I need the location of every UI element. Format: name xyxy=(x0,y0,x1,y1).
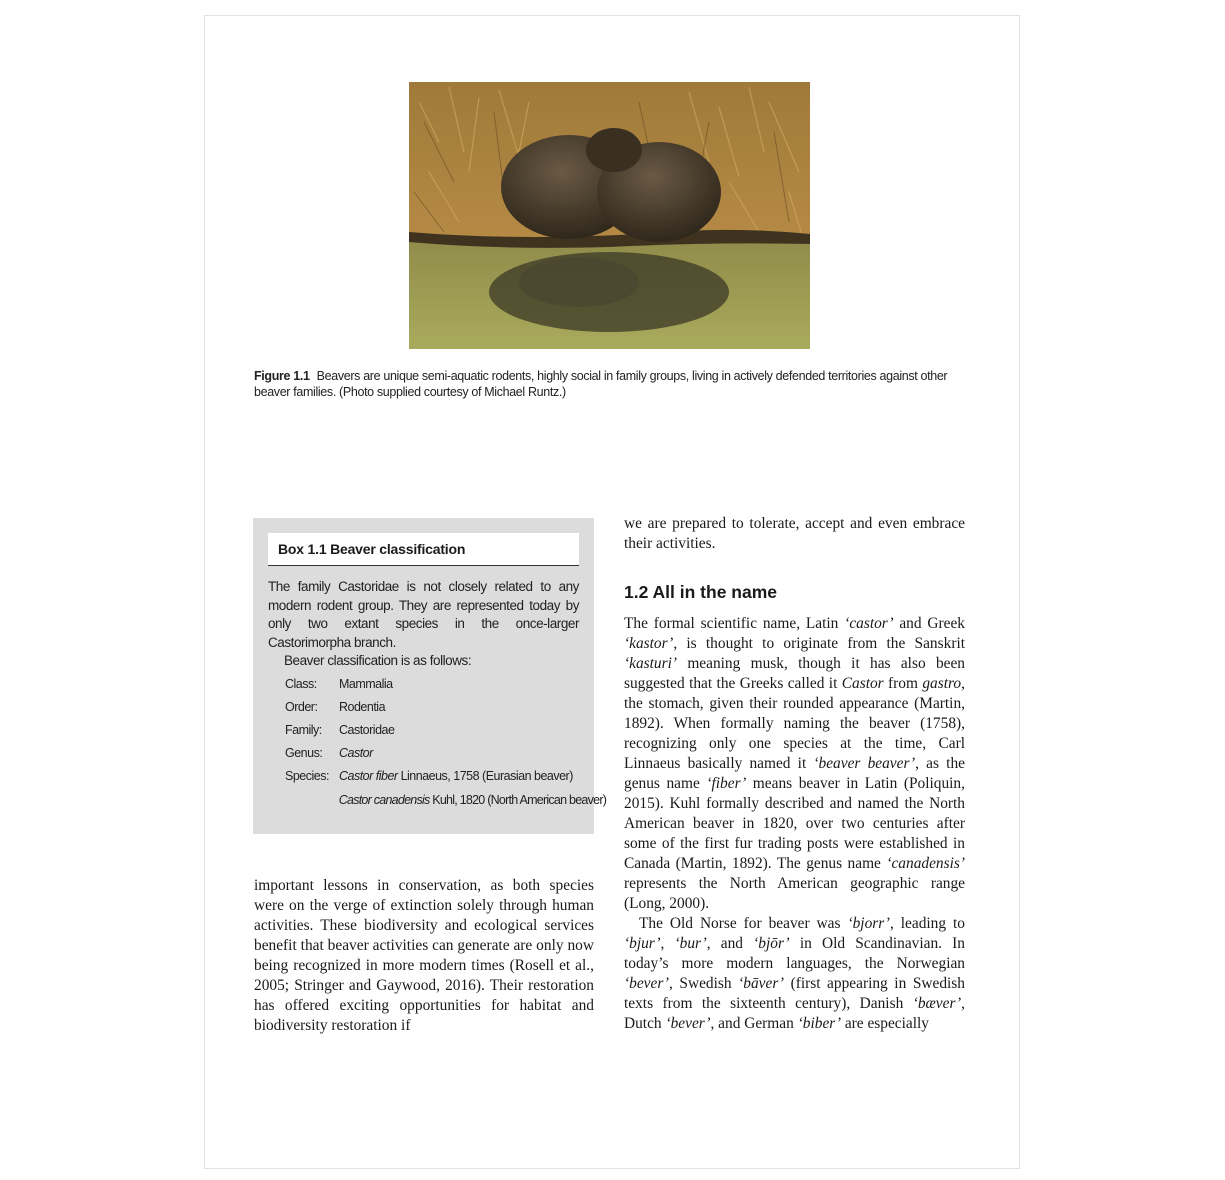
text-run: (first appearing in Swedish texts from the sixteenth century), Danish xyxy=(624,975,965,1012)
italic-term: ‘bever’ xyxy=(624,975,669,992)
classification-row xyxy=(285,677,393,691)
classification-row xyxy=(285,746,373,760)
text-run: , and German xyxy=(710,1015,798,1032)
figure-label: Figure 1.1 xyxy=(254,369,310,383)
text-run: , as the genus name xyxy=(624,755,965,792)
right-column-continuation xyxy=(624,514,965,554)
text-run: in Old Scandinavian. In today’s more modern languages, the Norwegian xyxy=(624,935,965,972)
text-run: , and xyxy=(706,935,754,952)
italic-term: ‘bjur’ xyxy=(624,935,661,952)
italic-term: ‘kasturi’ xyxy=(624,655,678,672)
classification-row xyxy=(285,700,385,714)
italic-term: ‘biber’ xyxy=(797,1015,841,1032)
beaver-photo-illustration xyxy=(409,82,810,349)
body-paragraph xyxy=(624,614,965,914)
italic-term: ‘castor’ xyxy=(844,615,894,632)
left-column-text xyxy=(254,876,594,1036)
classification-key: Family: xyxy=(285,723,322,737)
body-paragraph: we are prepared to tolerate, accept and even embrace their activities. xyxy=(624,515,965,552)
italic-term: ‘fiber’ xyxy=(706,775,747,792)
figure-caption xyxy=(254,368,964,400)
classification-key: Genus: xyxy=(285,746,323,760)
italic-term: ‘beaver beaver’ xyxy=(813,755,916,772)
box-title: Box 1.1 Beaver classification xyxy=(278,541,466,557)
classification-row xyxy=(285,793,606,807)
italic-term: ‘bur’ xyxy=(674,935,707,952)
classification-value: Castoridae xyxy=(338,723,395,737)
text-run: , leading to xyxy=(889,915,965,932)
box-body-text: The family Castoridae is not closely related to any modern rodent group. They are represented today by only two extant species in the once-larger Castorimorpha branch. xyxy=(268,579,579,650)
text-run: represents the North American geographic range (Long, 2000). xyxy=(624,875,965,912)
text-run: are especially xyxy=(840,1015,929,1032)
species-authority: Linnaeus, 1758 (Eurasian beaver) xyxy=(397,769,573,783)
text-run: , Swedish xyxy=(669,975,739,992)
body-paragraph xyxy=(624,914,965,1034)
section-heading: 1.2 All in the name xyxy=(624,582,778,602)
text-run: The formal scientific name, Latin xyxy=(624,615,845,632)
classification-value xyxy=(339,746,373,760)
genus-name-italic: Castor xyxy=(338,746,373,760)
classification-key: Species: xyxy=(285,769,329,783)
text-run: means beaver in Latin (Poliquin, 2015). Kuhl formally described and named the North American beaver in 1820, over two centuries after some of the first fur trading posts were established in Canada (Martin, 1892). The genus name xyxy=(624,775,965,872)
classification-key: Order: xyxy=(285,700,318,714)
classification-value xyxy=(339,793,606,807)
classification-key: Class: xyxy=(285,677,317,691)
species-name-italic: Castor fiber xyxy=(338,769,398,783)
classification-value xyxy=(339,769,573,783)
text-run: meaning musk, though it has also been suggested that the Greeks called it xyxy=(624,655,965,692)
figure-caption-text: Beavers are unique semi-aquatic rodents, highly social in family groups, living in actively defended territories against other beaver families. (Photo supplied courtesy of Michael Runtz.) xyxy=(254,369,948,399)
classification-row xyxy=(285,723,394,737)
classification-value: Mammalia xyxy=(338,677,393,691)
italic-term: gastro xyxy=(922,675,962,692)
italic-term: ‘bāver’ xyxy=(738,975,785,992)
classification-value: Rodentia xyxy=(338,700,386,714)
species-authority: Kuhl, 1820 (North American beaver) xyxy=(429,793,607,807)
classification-row xyxy=(285,769,573,783)
text-run: , xyxy=(660,935,675,952)
species-name-italic: Castor canadensis xyxy=(338,793,430,807)
text-run: , the stomach, given their rounded appearance (Martin, 1892). When formally naming the beaver (1758), recognizing only one species at the time, Carl Linnaeus basically named it xyxy=(624,675,965,772)
figure-photo-beavers xyxy=(409,82,810,349)
classification-box xyxy=(253,518,607,834)
text-run: , is thought to originate from the Sanskrit xyxy=(673,635,965,652)
body-paragraph: important lessons in conservation, as both species were on the verge of extinction solely through human activities. These biodiversity and ecological services benefit that beaver activities can generate are only now being recognized in more modern times (Rosell et al., 2005; Stringer and Gaywood, 2016). Their restoration has offered exciting opportunities for habitat and biodiversity restoration if xyxy=(254,877,594,1034)
text-run: , Dutch xyxy=(624,995,965,1032)
right-column-text xyxy=(624,614,965,1034)
box-intro-text: Beaver classification is as follows: xyxy=(284,653,472,668)
italic-term: ‘canadensis’ xyxy=(886,855,965,872)
italic-term: ‘bæver’ xyxy=(912,995,962,1012)
italic-term: ‘bjorr’ xyxy=(847,915,890,932)
italic-term: Castor xyxy=(841,675,884,692)
text-run: The Old Norse for beaver was xyxy=(639,915,848,932)
text-run: and Greek xyxy=(893,615,965,632)
italic-term: ‘bjōr’ xyxy=(753,935,790,952)
text-run: from xyxy=(883,675,923,692)
box-title-bar xyxy=(268,533,579,566)
italic-term: ‘kastor’ xyxy=(624,635,674,652)
italic-term: ‘bever’ xyxy=(665,1015,711,1032)
